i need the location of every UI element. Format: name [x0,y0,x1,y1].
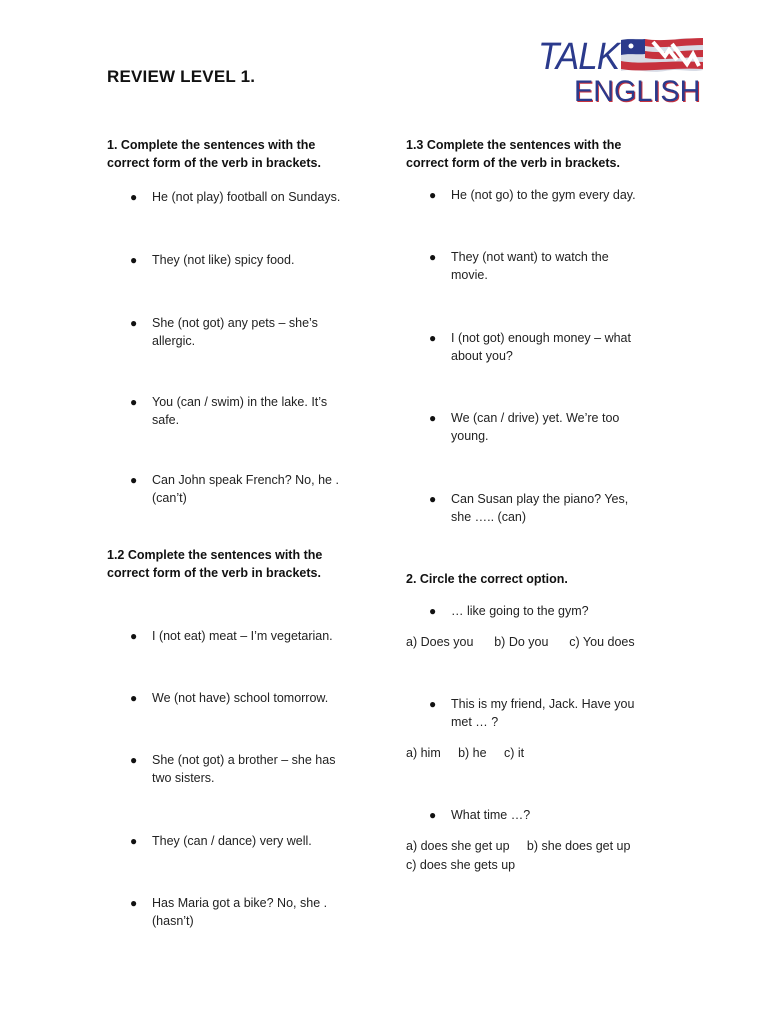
section-1-2-heading-line1: 1.2 Complete the sentences with the [107,548,323,562]
item-text: They (not like) spicy food. [152,253,295,267]
item-text-continued: (can’t) [152,491,187,505]
question-text: What time …? [451,808,531,822]
item-text: We (not have) school tomorrow. [152,691,329,705]
item-text: She (not got) a brother – she has [152,753,336,767]
bullet-icon: ● [429,697,437,711]
answer-options-continued: c) does she gets up [406,858,516,872]
item-text: He (not play) football on Sundays. [152,190,341,204]
list-item [130,471,339,507]
item-text: They (can / dance) very well. [152,834,312,848]
bullet-icon: ● [429,604,437,618]
talk-english-logo [535,34,710,112]
list-item [130,751,336,787]
list-item [429,248,609,284]
section-1-heading-line2: correct form of the verb in brackets. [107,155,321,170]
list-item [130,832,312,850]
item-text: You (can / swim) in the lake. It’s [152,395,328,409]
section-1-3-heading-line1: 1.3 Complete the sentences with the [406,138,622,152]
section-1-3-heading-line2: correct form of the verb in brackets. [406,155,620,170]
question-text-continued: met … ? [451,715,499,729]
item-text: Can Susan play the piano? Yes, [451,492,629,506]
bullet-icon: ● [130,691,138,705]
item-text: I (not eat) meat – I’m vegetarian. [152,629,333,643]
section-1-2-heading-line2: correct form of the verb in brackets. [107,565,321,580]
item-text-continued: young. [451,429,489,443]
bullet-icon: ● [130,395,138,409]
question-item [429,695,635,731]
list-item [130,689,329,707]
section-1-3-heading [406,137,621,172]
list-item [429,409,620,445]
item-text: Has Maria got a bike? No, she . [152,896,328,910]
answer-options: a) him b) he c) it [406,746,525,760]
bullet-icon: ● [130,896,138,910]
list-item [429,490,629,526]
list-item [130,894,328,930]
question-text: … like going to the gym? [451,604,589,618]
item-text-continued: she ….. (can) [451,510,527,524]
answer-options: a) does she get up b) she does get up [406,839,631,853]
bullet-icon: ● [429,808,437,822]
bullet-icon: ● [130,253,138,267]
list-item [130,314,318,350]
bullet-icon: ● [130,473,138,487]
item-text-continued: safe. [152,413,180,427]
item-text-continued: two sisters. [152,771,215,785]
flag-icon [617,36,705,74]
item-text: Can John speak French? No, he . [152,473,339,487]
item-text: They (not want) to watch the [451,250,609,264]
bullet-icon: ● [130,753,138,767]
item-text: I (not got) enough money – what [451,331,631,345]
question-item [429,602,589,620]
bullet-icon: ● [130,190,138,204]
answer-options: a) Does you b) Do you c) You does [406,635,635,649]
page-title: REVIEW LEVEL 1. [107,67,256,86]
section-1-heading [107,137,321,172]
item-text: He (not go) to the gym every day. [451,188,636,202]
logo-text-english: ENGLISH [574,75,701,108]
list-item [429,186,636,204]
list-item [130,251,295,269]
bullet-icon: ● [429,492,437,506]
bullet-icon: ● [130,834,138,848]
bullet-icon: ● [130,629,138,643]
bullet-icon: ● [130,316,138,330]
logo-text-talk: TALK [538,36,620,78]
section-1-heading-line1: 1. Complete the sentences with the [107,138,316,152]
item-text-continued: movie. [451,268,488,282]
question-item [429,806,531,824]
item-text: She (not got) any pets – she’s [152,316,318,330]
list-item [130,188,341,206]
bullet-icon: ● [429,411,437,425]
item-text-continued: allergic. [152,334,196,348]
list-item [130,393,328,429]
question-text: This is my friend, Jack. Have you [451,697,635,711]
list-item [130,627,333,645]
item-text-continued: about you? [451,349,513,363]
section-1-2-heading [107,547,322,582]
bullet-icon: ● [429,188,437,202]
section-2-heading: 2. Circle the correct option. [406,572,568,586]
list-item [429,329,631,365]
item-text-continued: (hasn’t) [152,914,194,928]
item-text: We (can / drive) yet. We’re too [451,411,620,425]
bullet-icon: ● [429,331,437,345]
bullet-icon: ● [429,250,437,264]
